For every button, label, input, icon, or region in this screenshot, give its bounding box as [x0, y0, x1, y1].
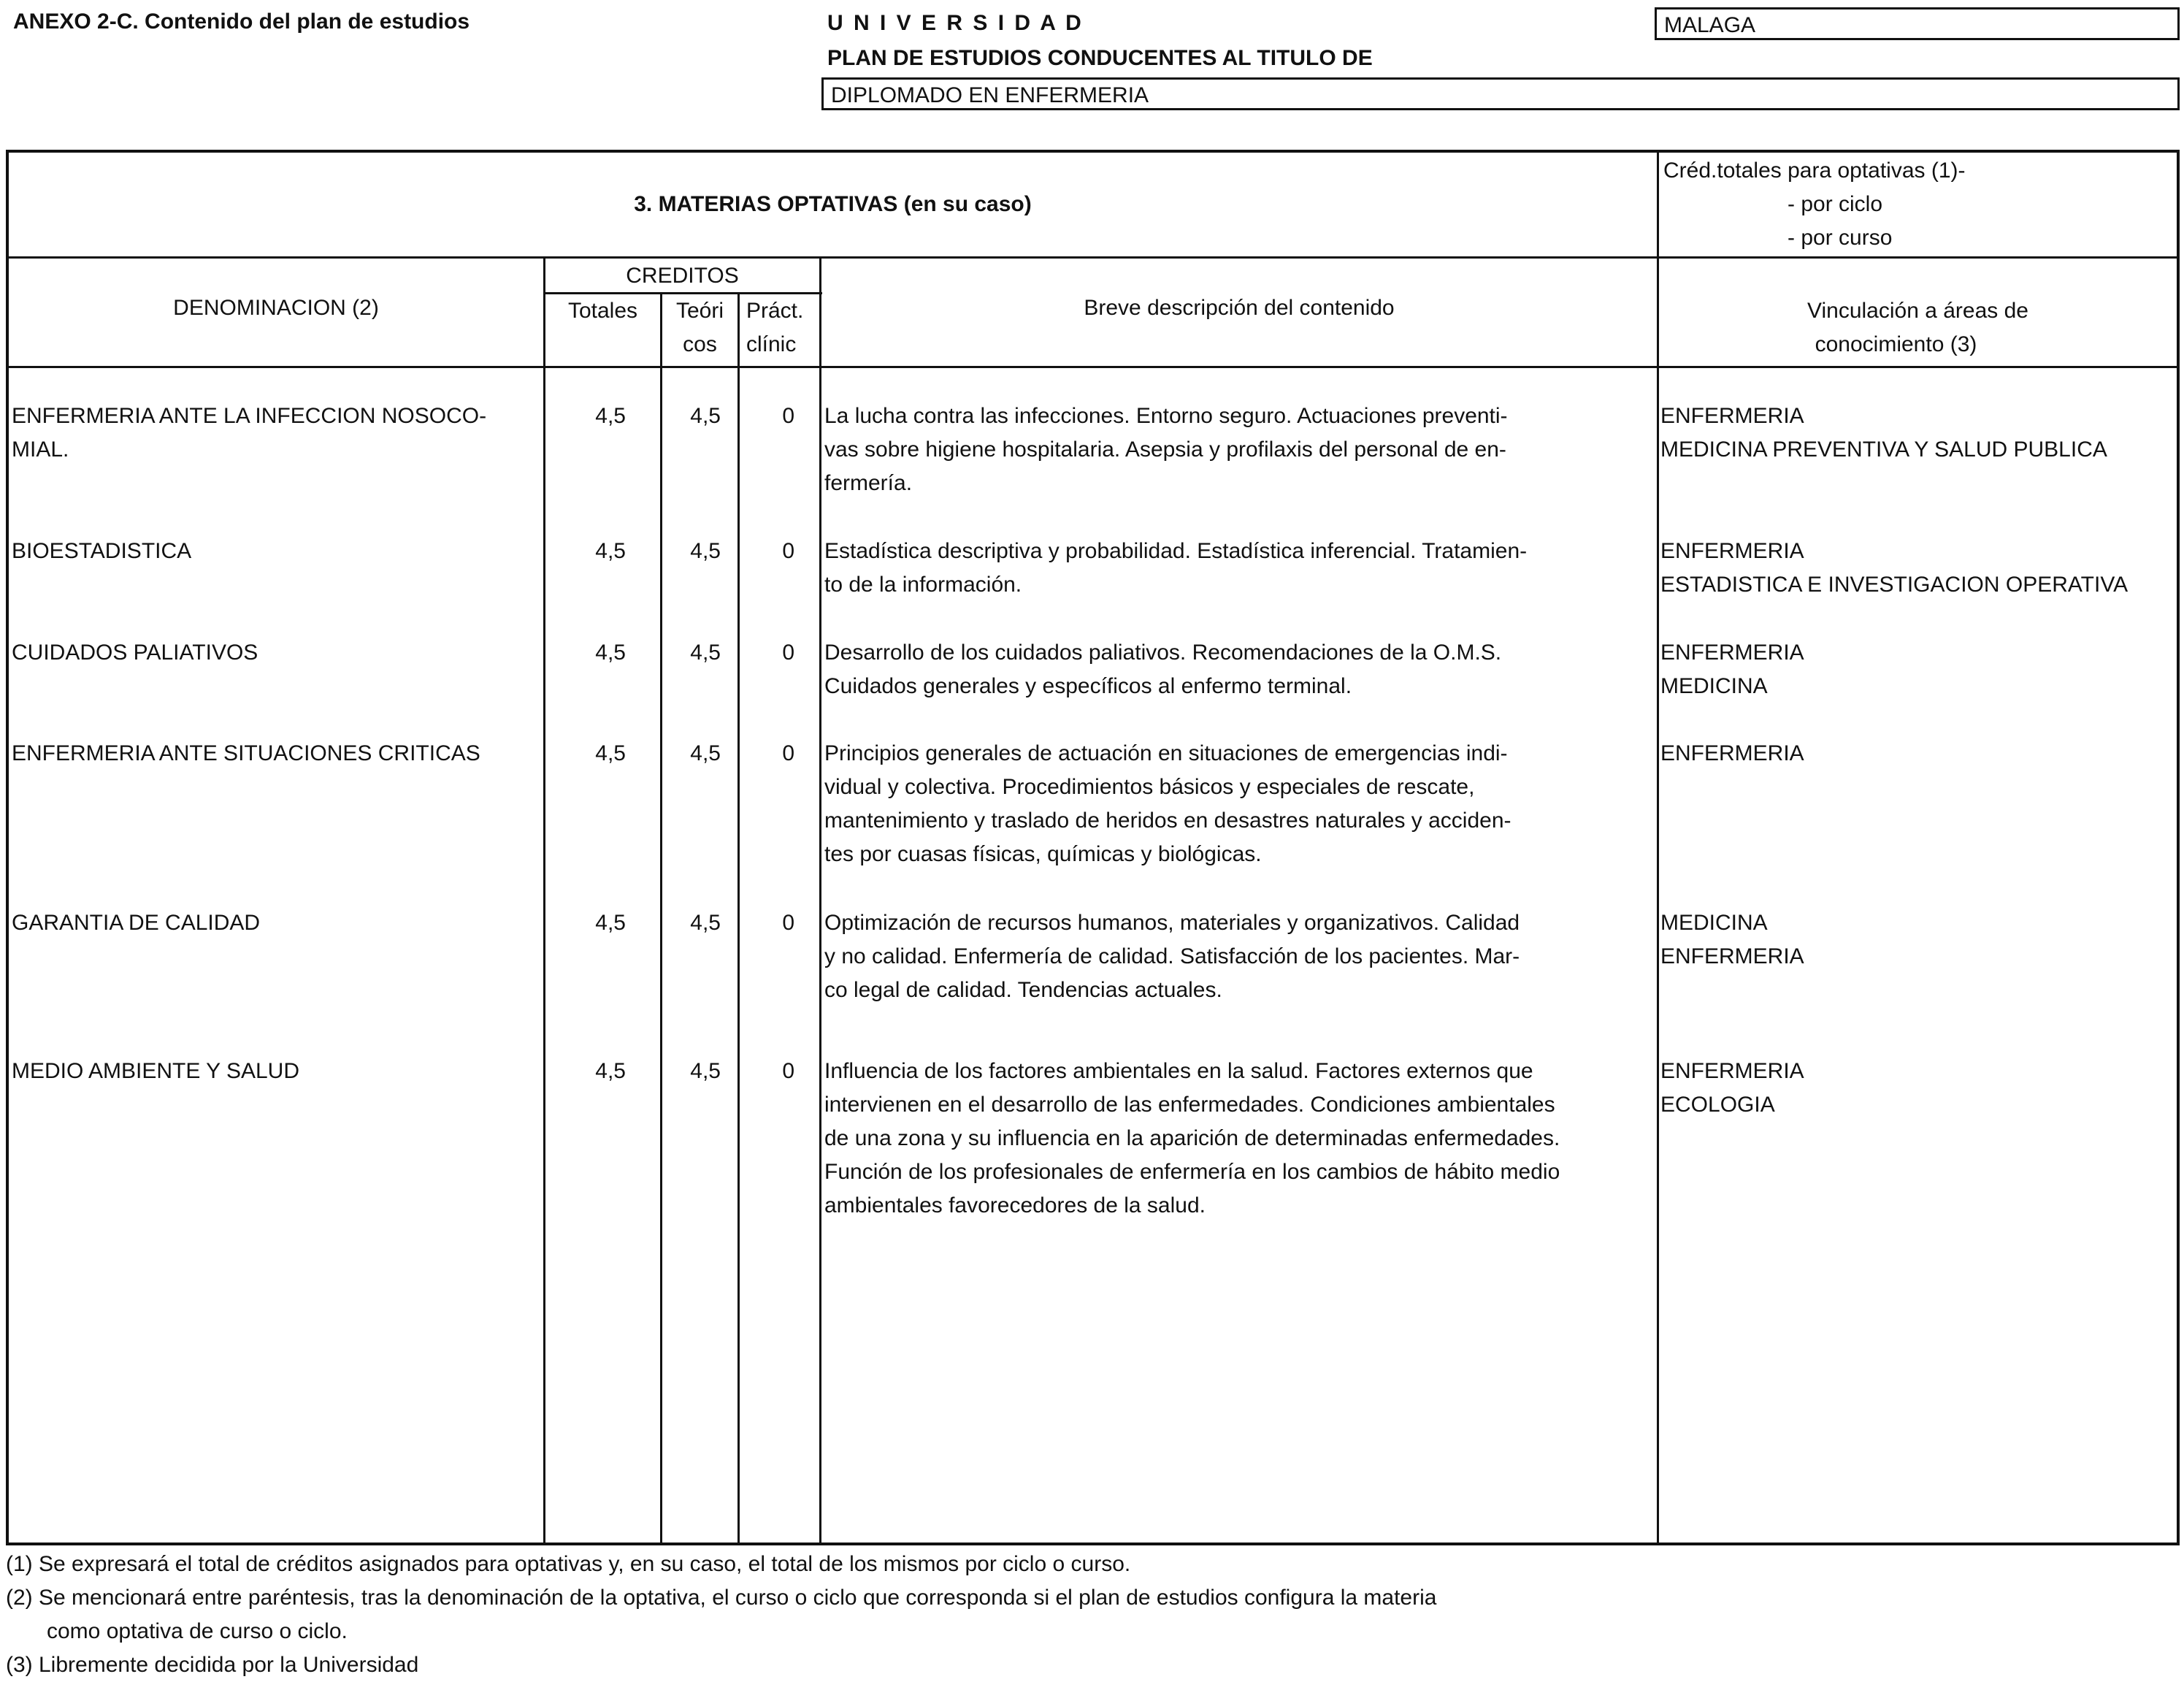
- header-bottom-rule: [9, 366, 2177, 368]
- credits-total: 4,5: [595, 539, 626, 563]
- denominacion-header: DENOMINACION (2): [173, 296, 379, 320]
- description-line: ambientales favorecedores de la salud.: [824, 1193, 1206, 1217]
- section-title: 3. MATERIAS OPTATIVAS (en su caso): [634, 192, 1032, 216]
- description-line: to de la información.: [824, 573, 1022, 597]
- credits-total: 4,5: [595, 641, 626, 665]
- knowledge-areas: [1660, 535, 2177, 602]
- knowledge-area: ECOLOGIA: [1660, 1093, 1775, 1117]
- description-line: y no calidad. Enfermería de calidad. Satisfacción de los pacientes. Mar-: [824, 944, 1520, 968]
- universidad-label: U N I V E R S I D A D: [827, 11, 1084, 35]
- credits-theory: 4,5: [690, 641, 721, 665]
- descripcion-header: Breve descripción del contenido: [1084, 296, 1395, 320]
- knowledge-area: MEDICINA: [1660, 674, 1768, 698]
- knowledge-area: ENFERMERIA: [1660, 404, 1804, 428]
- subject-name: [12, 400, 543, 467]
- subject-description: [824, 636, 1655, 703]
- titulo-value: DIPLOMADO EN ENFERMERIA: [831, 83, 1149, 107]
- description-line: Cuidados generales y específicos al enfermo terminal.: [824, 674, 1352, 698]
- knowledge-area: ENFERMERIA: [1660, 741, 1804, 765]
- knowledge-area: MEDICINA PREVENTIVA Y SALUD PUBLICA: [1660, 437, 2107, 462]
- subject-description: [824, 1055, 1655, 1223]
- description-line: mantenimiento y traslado de heridos en desastres naturales y acciden-: [824, 808, 1511, 833]
- teoricos-header: [662, 294, 737, 362]
- credits-practice: 0: [782, 1059, 794, 1083]
- description-line: vidual y colectiva. Procedimientos básicos y especiales de rescate,: [824, 775, 1475, 799]
- subject-name-line: MIAL.: [12, 437, 69, 462]
- col-rule-4: [819, 256, 821, 1543]
- universidad-value: MALAGA: [1664, 13, 1756, 37]
- annex-title: ANEXO 2-C. Contenido del plan de estudios: [13, 9, 470, 34]
- creditos-por-ciclo: - por ciclo: [1788, 192, 1883, 216]
- description-line: co legal de calidad. Tendencias actuales.: [824, 978, 1222, 1002]
- subject-name-line: CUIDADOS PALIATIVOS: [12, 641, 258, 665]
- creditos-totales-line: Créd.totales para optativas (1)-: [1663, 158, 1966, 183]
- credits-total: 4,5: [595, 741, 626, 765]
- description-line: Influencia de los factores ambientales en la salud. Factores externos que: [824, 1059, 1533, 1083]
- footnote-3: (3) Libremente decidida por la Universidad: [6, 1653, 419, 1677]
- subject-description: [824, 737, 1655, 871]
- subject-name: [12, 636, 543, 670]
- creditos-totales-block: [1663, 154, 2167, 255]
- footnote-1: (1) Se expresará el total de créditos asignados para optativas y, en su caso, el total de los mismos por ciclo o curso.: [6, 1552, 1131, 1576]
- teoricos-header-line1: Teóri: [675, 299, 724, 323]
- col-rule-1: [543, 256, 545, 1543]
- subject-name-line: ENFERMERIA ANTE LA INFECCION NOSOCO-: [12, 404, 487, 428]
- description-line: Estadística descriptiva y probabilidad. Estadística inferencial. Tratamien-: [824, 539, 1528, 563]
- subject-description: [824, 906, 1655, 1007]
- description-line: intervienen en el desarrollo de las enfermedades. Condiciones ambientales: [824, 1093, 1555, 1117]
- credits-practice: 0: [782, 404, 794, 428]
- description-line: Función de los profesionales de enfermería en los cambios de hábito medio: [824, 1160, 1560, 1184]
- knowledge-areas: [1660, 1055, 2177, 1122]
- description-line: de una zona y su influencia en la aparición de determinadas enfermedades.: [824, 1126, 1560, 1150]
- subject-name: [12, 906, 543, 940]
- credits-theory: 4,5: [690, 1059, 721, 1083]
- credits-total: 4,5: [595, 404, 626, 428]
- credits-practice: 0: [782, 539, 794, 563]
- knowledge-area: ENFERMERIA: [1660, 944, 1804, 968]
- knowledge-areas: [1660, 636, 2177, 703]
- credits-practice: 0: [782, 911, 794, 935]
- footnote-2: (2) Se mencionará entre paréntesis, tras la denominación de la optativa, el curso o ciclo que corresponda si el plan de estudios configura la materia: [6, 1586, 1437, 1610]
- teoricos-header-line2: cos: [683, 332, 717, 356]
- knowledge-areas: [1660, 400, 2177, 467]
- footnote-2-cont: como optativa de curso o ciclo.: [47, 1619, 348, 1643]
- practicos-header-line1: Práct.: [746, 299, 804, 323]
- description-line: Desarrollo de los cuidados paliativos. Recomendaciones de la O.M.S.: [824, 641, 1502, 665]
- description-line: fermería.: [824, 471, 913, 495]
- universidad-field: [1655, 7, 2180, 40]
- subject-description: [824, 400, 1655, 500]
- vinculacion-header-line2: conocimiento (3): [1815, 332, 1977, 356]
- optativas-table: [6, 150, 2180, 1545]
- subject-name-line: BIOESTADISTICA: [12, 539, 192, 563]
- description-line: Principios generales de actuación en situaciones de emergencias indi-: [824, 741, 1508, 765]
- header-divider: [9, 256, 2177, 259]
- practicos-header: [746, 294, 819, 362]
- credits-practice: 0: [782, 741, 794, 765]
- credits-theory: 4,5: [690, 539, 721, 563]
- credits-theory: 4,5: [690, 911, 721, 935]
- totales-header: Totales: [567, 299, 638, 323]
- subject-name-line: GARANTIA DE CALIDAD: [12, 911, 261, 935]
- knowledge-area: ENFERMERIA: [1660, 1059, 1804, 1083]
- knowledge-area: ESTADISTICA E INVESTIGACION OPERATIVA: [1660, 573, 2129, 597]
- credits-theory: 4,5: [690, 741, 721, 765]
- practicos-header-line2: clínic: [746, 332, 797, 356]
- titulo-field: [821, 77, 2180, 110]
- knowledge-areas: [1660, 906, 2177, 974]
- knowledge-area: MEDICINA: [1660, 911, 1768, 935]
- credits-practice: 0: [782, 641, 794, 665]
- plan-label: PLAN DE ESTUDIOS CONDUCENTES AL TITULO DE: [827, 46, 1373, 70]
- description-line: Optimización de recursos humanos, materiales y organizativos. Calidad: [824, 911, 1520, 935]
- credits-theory: 4,5: [690, 404, 721, 428]
- vinculacion-header-line1: Vinculación a áreas de: [1807, 299, 2028, 323]
- knowledge-area: ENFERMERIA: [1660, 641, 1804, 665]
- subject-name: [12, 1055, 543, 1088]
- description-line: vas sobre higiene hospitalaria. Asepsia y profilaxis del personal de en-: [824, 437, 1506, 462]
- vinculacion-header: [1659, 294, 2177, 362]
- subject-name-line: MEDIO AMBIENTE Y SALUD: [12, 1059, 299, 1083]
- subject-name-line: ENFERMERIA ANTE SITUACIONES CRITICAS: [12, 741, 480, 765]
- knowledge-areas: [1660, 737, 2177, 771]
- description-line: tes por cuasas físicas, químicas y biológicas.: [824, 842, 1262, 866]
- credits-total: 4,5: [595, 911, 626, 935]
- creditos-por-curso: - por curso: [1788, 226, 1893, 250]
- creditos-header: CREDITOS: [626, 264, 739, 288]
- description-line: La lucha contra las infecciones. Entorno seguro. Actuaciones preventi-: [824, 404, 1508, 428]
- knowledge-area: ENFERMERIA: [1660, 539, 1804, 563]
- credits-total: 4,5: [595, 1059, 626, 1083]
- subject-name: [12, 535, 543, 568]
- subject-description: [824, 535, 1655, 602]
- subject-name: [12, 737, 543, 771]
